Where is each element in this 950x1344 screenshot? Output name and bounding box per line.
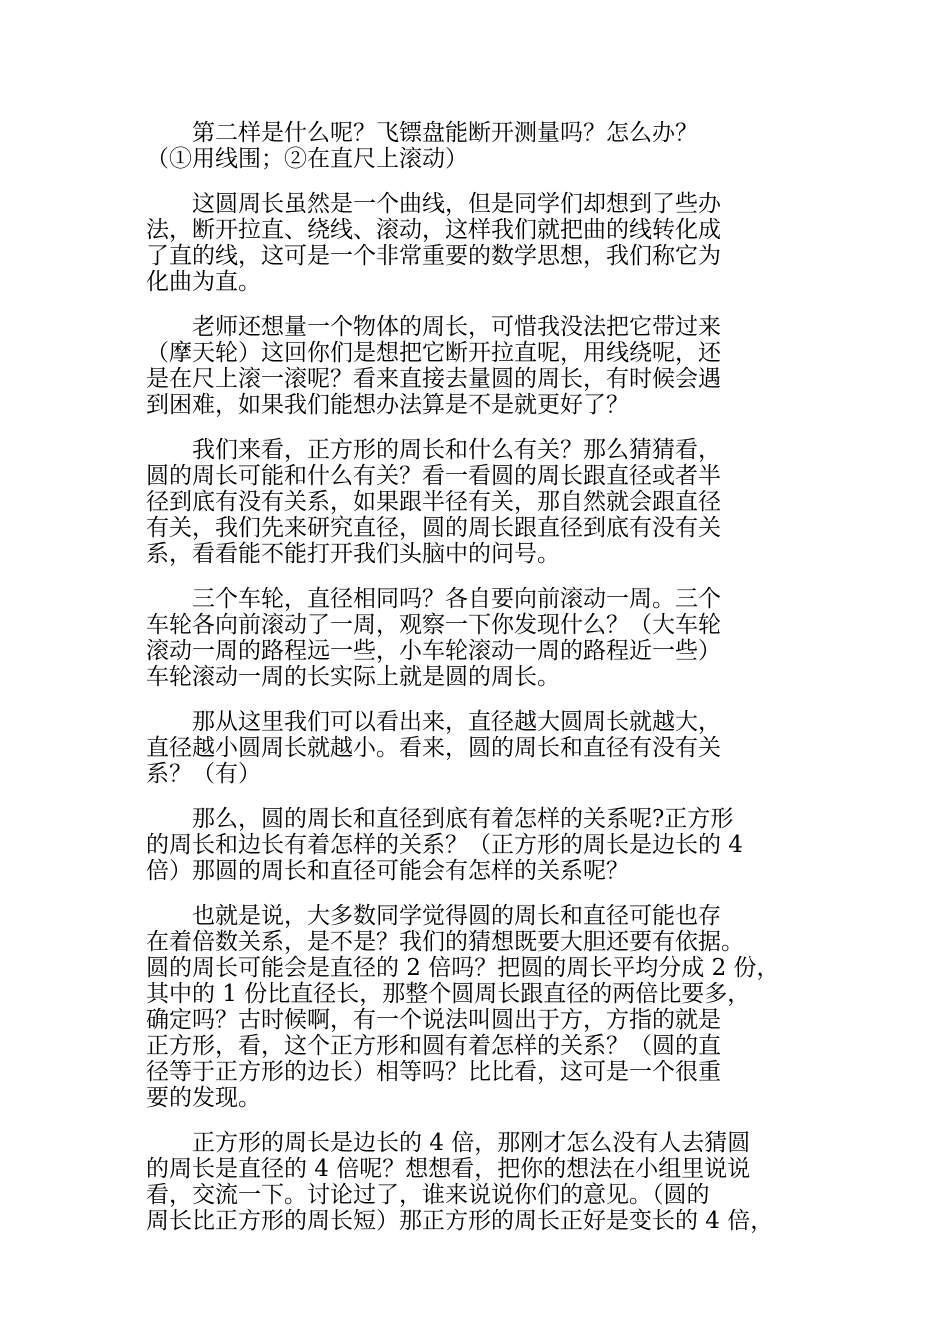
document-page [146,120,811,1253]
text-line: 那么，圆的周长和直径到底有着怎样的关系呢?正方形 [192,806,734,832]
text-line: 径等于正方形的边长）相等吗？比比看，这可是一个很重 [146,1059,721,1085]
text-line: （摩天轮）这回你们是想把它断开拉直呢，用线绕呢，还 [146,340,721,366]
text-line: 三个车轮，直径相同吗？各自要向前滚动一周。三个 [192,586,721,612]
text-line: 系，看看能不能打开我们头脑中的问号。 [146,541,560,567]
text-line: 法，断开拉直、绕线、滚动，这样我们就把曲的线转化成 [146,217,721,243]
text-line: 正方形的周长是边长的 4 倍，那刚才怎么没有人去猜圆 [192,1130,751,1156]
text-line: 其中的 1 份比直径长，那整个圆周长跟直径的两倍比要多， [146,981,751,1007]
paragraph [146,437,811,567]
text-line: 我们来看，正方形的周长和什么有关？那么猜猜看， [192,437,721,463]
text-line: 那从这里我们可以看出来，直径越大圆周长就越大， [192,709,721,735]
text-line: 圆的周长可能会是直径的 2 倍吗？把圆的周长平均分成 2 份， [146,955,780,981]
paragraph [146,586,811,690]
text-line: 的周长和边长有着怎样的关系？（正方形的周长是边长的 4 [146,832,743,858]
text-line: 了直的线，这可是一个非常重要的数学思想，我们称它为 [146,243,721,269]
paragraph [146,1130,811,1234]
text-line: 车轮各向前滚动了一周，观察一下你发现什么？（大车轮 [146,612,721,638]
text-line: 直径越小圆周长就越小。看来，圆的周长和直径有没有关 [146,735,721,761]
paragraph [146,709,811,787]
text-line: 在着倍数关系，是不是？我们的猜想既要大胆还要有依据。 [146,929,744,955]
text-line: 径到底有没有关系，如果跟半径有关，那自然就会跟直径 [146,489,721,515]
paragraph [146,314,811,418]
text-line: 周长比正方形的周长短）那正方形的周长正好是变长的 4 倍， [146,1208,774,1234]
text-line: 是在尺上滚一滚呢？看来直接去量圆的周长，有时候会遇 [146,366,721,392]
text-line: 到困难，如果我们能想办法算是不是就更好了？ [146,392,629,418]
text-line: 车轮滚动一周的长实际上就是圆的周长。 [146,664,560,690]
text-line: 系？（有） [146,761,261,787]
text-line: 圆的周长可能和什么有关？看一看圆的周长跟直径或者半 [146,463,721,489]
text-line: （①用线围；②在直尺上滚动） [146,146,468,172]
paragraph [146,903,811,1111]
text-line: 确定吗？古时候啊，有一个说法叫圆出于方，方指的就是 [146,1007,721,1033]
text-line: 这圆周长虽然是一个曲线，但是同学们却想到了些办 [192,191,721,217]
text-line: 老师还想量一个物体的周长，可惜我没法把它带过来 [192,314,721,340]
text-line: 的周长是直径的 4 倍呢？想想看，把你的想法在小组里说说 [146,1156,751,1182]
text-line: 有关，我们先来研究直径，圆的周长跟直径到底有没有关 [146,515,721,541]
text-line: 看，交流一下。讨论过了，谁来说说你们的意见。（圆的 [146,1182,710,1208]
text-line: 也就是说，大多数同学觉得圆的周长和直径可能也存 [192,903,721,929]
paragraph [146,806,811,884]
text-line: 正方形，看，这个正方形和圆有着怎样的关系？（圆的直 [146,1033,721,1059]
paragraph [146,120,811,172]
paragraph [146,191,811,295]
text-line: 滚动一周的路程远一些，小车轮滚动一周的路程近一些） [146,638,721,664]
text-line: 倍）那圆的周长和直径可能会有怎样的关系呢？ [146,858,629,884]
text-line: 第二样是什么呢？飞镖盘能断开测量吗？怎么办？ [192,120,698,146]
text-line: 化曲为直。 [146,269,261,295]
text-line: 要的发现。 [146,1085,261,1111]
